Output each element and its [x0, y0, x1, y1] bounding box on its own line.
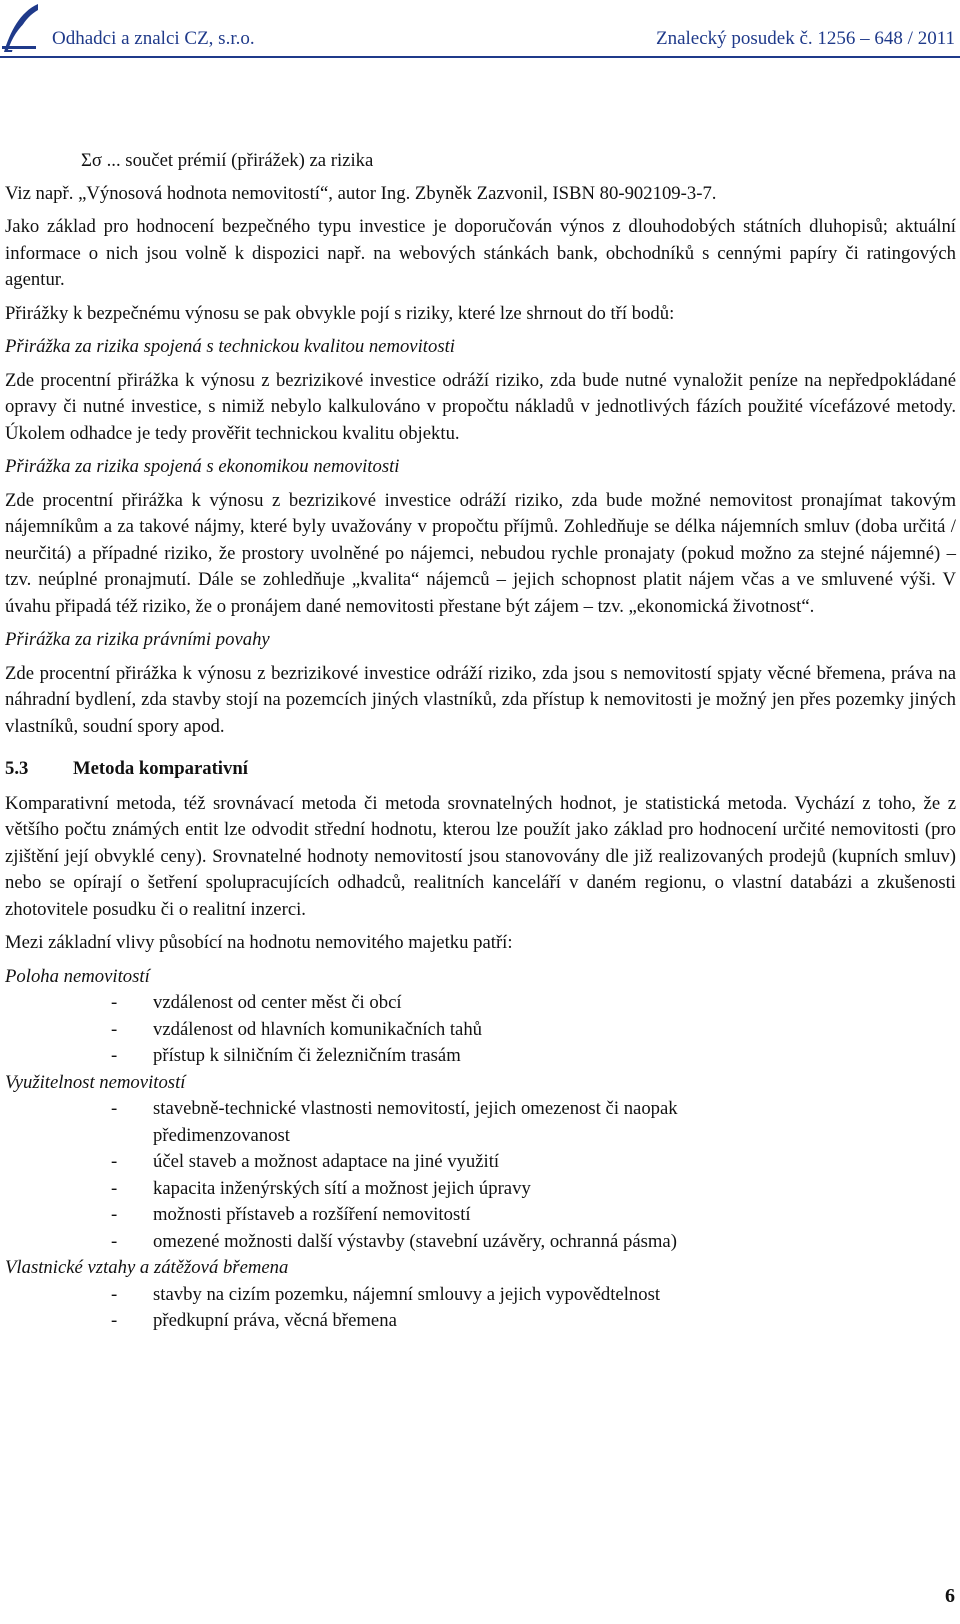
company-logo-icon: [2, 2, 40, 54]
section-heading: [5, 756, 956, 783]
list-item: [5, 1282, 813, 1309]
list-item-text: kapacita inženýrských sítí a možnost jejich úpravy: [153, 1177, 531, 1199]
list-item: [5, 1229, 813, 1256]
risk-economic-title: Přirážka za rizika spojená s ekonomikou nemovitosti: [5, 456, 400, 477]
list-item-text: omezené možnosti další výstavby (stavební uzávěry, ochranná pásma): [153, 1230, 677, 1252]
list-item: [5, 1096, 813, 1149]
reference-paragraph: Viz např. „Výnosová hodnota nemovitostí“, autor Ing. Zbyněk Zazvonil, ISBN 80-902109-3-7.: [5, 182, 717, 204]
company-name: Odhadci a znalci CZ, s.r.o.: [52, 28, 255, 49]
dash-bullet: -: [111, 1230, 118, 1252]
risk-technical-text: Zde procentní přirážka k výnosu z bezrizikové investice odráží riziko, zda bude nutné vynaložit peníze na nepředpokládané opravy či nutné investice, s nimiž nebylo kalkulováno v propočtu nákladů v jednotlivých fázích použité vícefázové metody. Úkolem odhadce je tedy prověřit technickou kvalitu objektu.: [5, 369, 956, 444]
sigma-definition: Σσ ... součet prémií (přirážek) za rizika: [81, 150, 374, 171]
page-header: [0, 0, 960, 60]
list-item: [5, 1308, 813, 1335]
group-title-usability: Využitelnost nemovitostí: [5, 1071, 186, 1093]
document-reference: Znalecký posudek č. 1256 – 648 / 2011: [655, 28, 955, 49]
dash-bullet: -: [111, 1018, 118, 1040]
risk-economic-text: Zde procentní přirážka k výnosu z bezrizikové investice odráží riziko, zda bude možné nemovitost pronajímat takovým nájemníkům a za takové nájmy, které byly uvažovány v propočtu příjmů. Zohledňuje se délka nájemních smluv (doba určitá / neurčitá) a případné riziko, že prostory uvolněné po nájemci, nebudou rychle pronajaty (pokud možno za stejné nájemné) – tzv. neúplné pronajmutí. Dále se zohledňuje „kvalita“ nájemců – jejich schopnost platit nájem včas a ve smluvené výši. V úvahu připadá též riziko, že o pronájem dané nemovitosti přestane být zájem – tzv. „ekonomická životnost“.: [5, 489, 956, 617]
list-item-text: stavby na cizím pozemku, nájemní smlouvy a jejich vypovědtelnost: [153, 1283, 661, 1305]
list-item: [5, 990, 813, 1017]
group-title-location: Poloha nemovitostí: [5, 965, 150, 987]
list-item: [5, 1176, 813, 1203]
dash-bullet: -: [111, 1045, 118, 1066]
list-item: [5, 1043, 813, 1070]
list-item-text: stavebně-technické vlastnosti nemovitostí, jejich omezenost či naopak předimenzovanost: [153, 1098, 678, 1146]
list-item-text: předkupní práva, věcná břemena: [153, 1310, 397, 1331]
risk-technical-title: Přirážka za rizika spojená s technickou kvalitou nemovitosti: [5, 336, 455, 357]
comparative-method-text: Komparativní metoda, též srovnávací metoda či metoda srovnatelných hodnot, je statistická metoda. Vychází z toho, že z většího počtu známých entit lze odvodit střední hodnotu, kterou lze použít jako základ pro hodnocení určité nemovitosti (pro zjištění její obvyklé ceny). Srovnatelné hodnoty nemovitostí jsou stanovovány dle již realizovaných prodejů (kupních smluv) nebo se opírají o šetření spolupracujících odhadců, realitních kanceláří v daném regionu, o vlastní databázi a zkušenosti zhotovitele posudku či o realitní inzerci.: [5, 792, 956, 920]
dash-bullet: -: [111, 1283, 118, 1305]
list-item: [5, 1017, 813, 1044]
influences-intro: Mezi základní vlivy působící na hodnotu nemovitého majetku patří:: [5, 932, 513, 953]
list-item-text: účel staveb a možnost adaptace na jiné využití: [153, 1151, 500, 1172]
dash-bullet: -: [111, 1151, 118, 1172]
dash-bullet: -: [111, 1310, 118, 1331]
dash-bullet: -: [111, 1204, 118, 1225]
basis-paragraph: Jako základ pro hodnocení bezpečného typu investice je doporučován výnos z dlouhodobých státních dluhopisů; aktuální informace o nich jsou volně k dispozici např. na webových stánkách bank, obchodníků s cennými papíry či ratingových agentur.: [5, 216, 956, 290]
section-title: Metoda komparativní: [73, 758, 248, 779]
group-title-ownership: Vlastnické vztahy a zátěžová břemena: [5, 1257, 289, 1278]
page-content: [5, 148, 956, 1335]
dash-bullet: -: [111, 1177, 118, 1199]
list-item-text: vzdálenost od center měst či obcí: [153, 992, 402, 1013]
dash-bullet: -: [111, 1098, 118, 1119]
header-rule: [0, 56, 960, 58]
dash-bullet: -: [111, 992, 118, 1013]
section-number: 5.3: [5, 758, 29, 779]
list-item: [5, 1149, 813, 1176]
risk-legal-text: Zde procentní přirážka k výnosu z bezrizikové investice odráží riziko, zda jsou s nemovitostí spjaty věcné břemena, práva na náhradní bydlení, zda stavby stojí na pozemcích jiných vlastníků, zda přístup k nemovitosti je možný jen přes pozemky jiných vlastníků, soudní spory apod.: [5, 662, 956, 737]
risk-legal-title: Přirážka za rizika právními povahy: [5, 629, 270, 650]
list-location: [5, 990, 956, 1070]
list-ownership: [5, 1282, 956, 1335]
list-item-text: možnosti přístaveb a rozšíření nemovitostí: [153, 1204, 471, 1225]
list-usability: [5, 1096, 956, 1255]
surcharges-intro: Přirážky k bezpečnému výnosu se pak obvykle pojí s riziky, které lze shrnout do tří bodů:: [5, 302, 675, 324]
list-item-text: vzdálenost od hlavních komunikačních tahů: [153, 1018, 483, 1040]
page-number: 6: [945, 1585, 955, 1607]
list-item-text: přístup k silničním či železničním trasám: [153, 1045, 461, 1066]
list-item: [5, 1202, 813, 1229]
